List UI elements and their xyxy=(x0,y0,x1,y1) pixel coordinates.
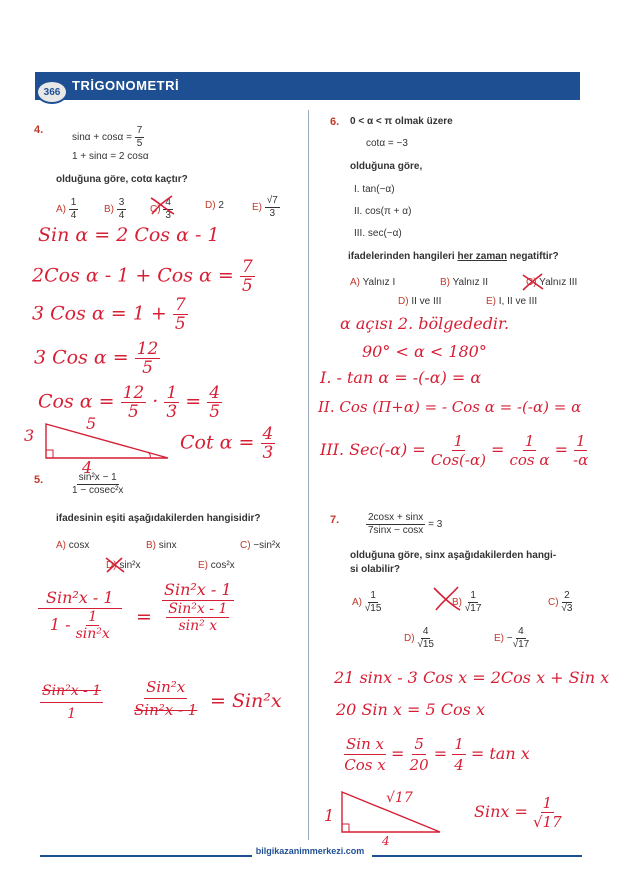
q5-hw-n1: Sin²x - 1 xyxy=(38,588,122,609)
q7-hw-tri-hyp: √17 xyxy=(386,790,413,806)
q7-e-num: 4 xyxy=(518,626,524,637)
q7-hw-tri-bottom: 4 xyxy=(382,834,390,848)
q5-hw-d2-n: Sin²x - 1 xyxy=(168,601,228,617)
q5-hw-frac4 xyxy=(134,676,197,721)
q4-hw-line5: Cos α = $\frac{12}{5}$ · $\frac{1}{3}$ = $\frac{4}{5}$ xyxy=(38,383,221,422)
column-divider xyxy=(308,110,309,840)
q4-hw-l3-den: 5 xyxy=(174,314,186,334)
q5-option-e[interactable] xyxy=(198,560,235,571)
q6-item-3: III. sec(−α) xyxy=(354,228,402,239)
q5-hw-n4: Sin²x xyxy=(144,676,187,699)
q7-hw-res-den: √17 xyxy=(533,813,562,831)
q4-hw-l5-n2: 1 xyxy=(166,383,178,403)
q6-option-e[interactable] xyxy=(486,296,537,307)
q4-question: olduğuna göre, cotα kaçtır? xyxy=(56,174,188,185)
q5-expression xyxy=(72,472,123,497)
q6-answer-cross-mark xyxy=(520,271,546,293)
q7-hw-line1: 21 sinx - 3 Cos x = 2Cos x + Sin x xyxy=(334,668,610,687)
q4-hw-triangle xyxy=(44,418,174,462)
q4-hw-line3 xyxy=(32,296,188,333)
q6-option-d[interactable] xyxy=(398,296,441,307)
q4-eq1-den: 5 xyxy=(136,138,143,149)
q4-hw-l5-n1: 12 xyxy=(122,383,145,403)
q5-hw-d1a: 1 - xyxy=(49,615,71,634)
q4-eq1 xyxy=(72,125,144,150)
q6-hw-l5-n3: 1 xyxy=(575,432,586,450)
q7-d-den: √15 xyxy=(417,639,434,650)
q7-d-num: 4 xyxy=(422,626,429,637)
q4-e-den: 3 xyxy=(269,208,276,219)
q5-hw-frac1 xyxy=(38,588,122,642)
q4-hw-cot-num: 4 xyxy=(262,424,274,444)
q6-given: cotα = −3 xyxy=(366,138,408,149)
q7-number: 7. xyxy=(330,514,340,526)
q7-hw-l3-rest: = tan x xyxy=(470,744,530,763)
q4-hw-tri-left: 3 xyxy=(24,426,35,445)
page-number: 366 xyxy=(36,80,68,104)
q4-hw-l5-d3: 5 xyxy=(209,402,221,422)
q7-hw-tri-left: 1 xyxy=(324,806,335,825)
q4-hw-cot-label: Cot α = xyxy=(180,431,255,454)
q4-c-den: 3 xyxy=(165,210,171,221)
footer-site: bilgikazanimmerkezi.com xyxy=(255,846,365,856)
q7-hw-l3-n3: 1 xyxy=(454,735,464,753)
q7-c-num: 2 xyxy=(564,590,570,601)
q4-option-d[interactable] xyxy=(205,200,224,211)
q6-c-text: Yalnız III xyxy=(539,277,578,288)
q7-hw-l3-d2: 20 xyxy=(409,756,429,774)
q7-e-den: √17 xyxy=(512,639,530,650)
q4-b-num: 3 xyxy=(118,197,125,208)
q6-ask-post: negatiftir? xyxy=(506,251,559,262)
option-letter: D) xyxy=(398,296,409,307)
q7-option-c[interactable] xyxy=(548,590,572,615)
q4-hw-l5-n3: 4 xyxy=(209,383,221,403)
q7-b-den: √17 xyxy=(464,603,482,614)
q5-b-text: sinx xyxy=(158,540,177,551)
q4-hw-l4-num: 12 xyxy=(136,339,159,359)
q5-hw-d2-d: sin² x xyxy=(178,618,218,634)
q7-option-e[interactable] xyxy=(494,626,529,651)
q7-hw-l3-n2: 5 xyxy=(414,735,424,753)
q5-answer-cross-mark xyxy=(104,555,126,575)
q5-expr-den: 1 − cosec²x xyxy=(72,485,124,496)
option-letter: D) xyxy=(205,200,216,211)
q5-hw-d3: 1 xyxy=(67,706,77,722)
q4-a-num: 1 xyxy=(70,197,77,208)
q7-option-a[interactable] xyxy=(352,590,381,615)
q4-answer-cross-mark xyxy=(148,192,178,218)
q6-hw-l5-n1: 1 xyxy=(453,432,464,450)
q7-hw-l3-d3: 4 xyxy=(454,756,464,774)
q7-hw-result xyxy=(474,794,562,831)
q4-b-den: 4 xyxy=(118,210,125,221)
q4-hw-tri-hyp: 5 xyxy=(86,414,97,433)
q7-hw-res-num: 1 xyxy=(542,794,553,812)
q4-hw-l3-num: 7 xyxy=(174,295,186,315)
q4-eq2: 1 + sinα = 2 cosα xyxy=(72,151,149,162)
q5-d-text: sin²x xyxy=(119,560,141,571)
q4-hw-tri-bottom: 4 xyxy=(82,458,93,477)
q6-d-text: II ve III xyxy=(411,296,442,307)
q6-hw-line5: III. Sec(-α) = $\frac{1}{\text{Cos(-α)}}$ = $\frac{1}{\text{cos α}}$ = $\frac{1}{-\alpha}$ xyxy=(320,432,589,469)
q6-ask-pre: ifadelerinden hangileri xyxy=(348,251,458,262)
q6-hw-line2: 90° < α < 180° xyxy=(362,342,487,361)
q6-hw-l5-d2: cos α xyxy=(509,451,550,469)
option-letter: E) xyxy=(486,296,496,307)
q7-expr-den: 7sinx − cosx xyxy=(368,525,424,536)
option-letter: E) xyxy=(494,633,504,645)
q5-e-text: cos²x xyxy=(210,560,235,571)
q5-c-text: −sin²x xyxy=(253,540,281,551)
q7-hw-line3: $\frac{\text{Sin x}}{\text{Cos x}}$ = $\frac{5}{20}$ = $\frac{1}{4}$ = tan x xyxy=(344,735,530,774)
q7-a-num: 1 xyxy=(370,590,376,601)
option-letter: A) xyxy=(56,204,66,216)
q7-expression xyxy=(366,512,442,537)
q5-option-b[interactable] xyxy=(146,540,177,551)
q4-hw-line3-text: 3 Cos α = 1 + xyxy=(32,302,167,325)
option-letter: C) xyxy=(548,597,559,609)
q4-hw-l2-num: 7 xyxy=(241,257,253,277)
option-letter: E) xyxy=(252,202,262,214)
q7-hw-l3-d1: Cos x xyxy=(344,756,386,774)
q7-expr-rhs: = 3 xyxy=(428,519,443,531)
q6-hw-l5-d3: -α xyxy=(573,451,589,469)
q6-hw-line3: I. - tan α = -(-α) = α xyxy=(320,368,482,387)
q6-ask-underline: her zaman xyxy=(457,251,507,262)
option-letter: B) xyxy=(104,204,114,216)
option-letter: D) xyxy=(404,633,415,645)
option-letter: A) xyxy=(350,277,360,288)
q7-b-num: 1 xyxy=(470,590,476,601)
q5-option-c[interactable] xyxy=(240,540,280,551)
q4-eq1-frac xyxy=(135,125,145,150)
q5-number: 5. xyxy=(34,474,44,486)
q4-option-a[interactable] xyxy=(56,197,78,222)
q7-hw-res-label: Sinx = xyxy=(474,802,528,821)
q6-option-b[interactable] xyxy=(440,277,488,288)
q4-hw-line1: Sin α = 2 Cos α - 1 xyxy=(38,224,220,246)
q6-e-text: I, II ve III xyxy=(498,296,538,307)
q7-option-d[interactable] xyxy=(404,626,434,651)
q6-option-a[interactable] xyxy=(350,277,395,288)
option-letter: E) xyxy=(198,560,208,571)
q7-a-den: √15 xyxy=(364,603,382,614)
q4-hw-l5-d2: 3 xyxy=(166,402,178,422)
option-letter: C) xyxy=(526,277,537,288)
q6-hw-line1: α açısı 2. bölgededir. xyxy=(340,314,510,333)
q4-hw-l4-den: 5 xyxy=(142,358,153,378)
q4-hw-l2-den: 5 xyxy=(241,276,253,296)
q5-hw-n3: Sin²x - 1 xyxy=(40,680,103,703)
q4-eq1-lhs: sinα + cosα = xyxy=(72,132,132,144)
q4-hw-cot xyxy=(180,425,275,462)
q4-option-b[interactable] xyxy=(104,197,126,222)
q4-a-den: 4 xyxy=(70,210,77,221)
q6-condition: 0 < α < π olmak üzere xyxy=(350,116,453,127)
option-letter: B) xyxy=(440,277,450,288)
q6-hw-l5-d1: Cos(-α) xyxy=(430,451,486,469)
option-letter: C) xyxy=(240,540,251,551)
q6-item-2: II. cos(π + α) xyxy=(354,206,412,217)
q6-ask xyxy=(348,251,559,262)
option-letter: B) xyxy=(452,597,462,609)
q5-question: ifadesinin eşiti aşağıdakilerden hangisidir? xyxy=(56,513,261,524)
option-letter: D) xyxy=(106,560,117,571)
q4-hw-line5-text: Cos α = xyxy=(38,390,115,413)
q5-hw-result: = Sin²x xyxy=(210,690,282,712)
q4-d-text: 2 xyxy=(218,200,224,211)
q6-number: 6. xyxy=(330,116,340,128)
q4-hw-cot-den: 3 xyxy=(262,443,274,463)
q6-hw-l5-n2: 1 xyxy=(524,432,535,450)
q4-c-num: 4 xyxy=(165,197,171,208)
q5-hw-frac3 xyxy=(40,680,103,725)
q4-e-num: √7 xyxy=(266,195,278,206)
q5-hw-d1b-n: 1 xyxy=(88,609,98,625)
q4-eq1-num: 7 xyxy=(136,125,143,136)
q7-question-line2: si olabilir? xyxy=(350,564,401,575)
q5-option-a[interactable] xyxy=(56,540,89,551)
q5-hw-frac2 xyxy=(162,580,234,634)
option-letter: A) xyxy=(56,540,66,551)
option-letter: A) xyxy=(352,597,362,609)
option-letter: B) xyxy=(146,540,156,551)
q5-hw-d1 xyxy=(50,609,110,642)
q7-c-den: √3 xyxy=(561,603,573,614)
chapter-title: TRİGONOMETRİ xyxy=(72,78,180,93)
q5-hw-eq: = xyxy=(136,606,152,628)
q5-hw-n2: Sin²x - 1 xyxy=(164,580,232,599)
q6-hw-l5-text: III. Sec(-α) = xyxy=(320,440,426,459)
q6-hw-line4: II. Cos (Π+α) = - Cos α = -(-α) = α xyxy=(318,398,582,416)
q7-hw-line2: 20 Sin x = 5 Cos x xyxy=(336,700,485,719)
q6-a-text: Yalnız I xyxy=(362,277,396,288)
q7-hw-l3-n1: Sin x xyxy=(346,735,384,753)
q6-item-1: I. tan(−α) xyxy=(354,184,395,195)
q7-question-line1: olduğuna göre, sinx aşağıdakilerden hangi- xyxy=(350,550,557,561)
q5-hw-d1b-d: sin²x xyxy=(75,626,110,642)
q7-e-sign: − xyxy=(506,633,513,645)
q4-hw-line2 xyxy=(32,258,255,295)
q6-question: olduğuna göre, xyxy=(350,161,423,172)
q4-hw-line4-text: 3 Cos α = xyxy=(34,346,129,369)
q5-a-text: cosx xyxy=(68,540,90,551)
q4-number: 4. xyxy=(34,124,44,136)
q7-answer-cross-mark xyxy=(430,584,464,614)
q5-expr-num: sin²x − 1 xyxy=(78,472,117,483)
q6-b-text: Yalnız II xyxy=(452,277,488,288)
option-letter: C) xyxy=(150,204,161,216)
q4-hw-line4 xyxy=(34,340,160,377)
q4-hw-line2-text: 2Cos α - 1 + Cos α = xyxy=(32,264,234,287)
q4-hw-l5-d1: 5 xyxy=(128,402,139,422)
q7-expr-num: 2cosx + sinx xyxy=(368,512,424,523)
q5-hw-d4: Sin²x - 1 xyxy=(134,701,198,719)
q4-option-e[interactable] xyxy=(252,195,280,220)
